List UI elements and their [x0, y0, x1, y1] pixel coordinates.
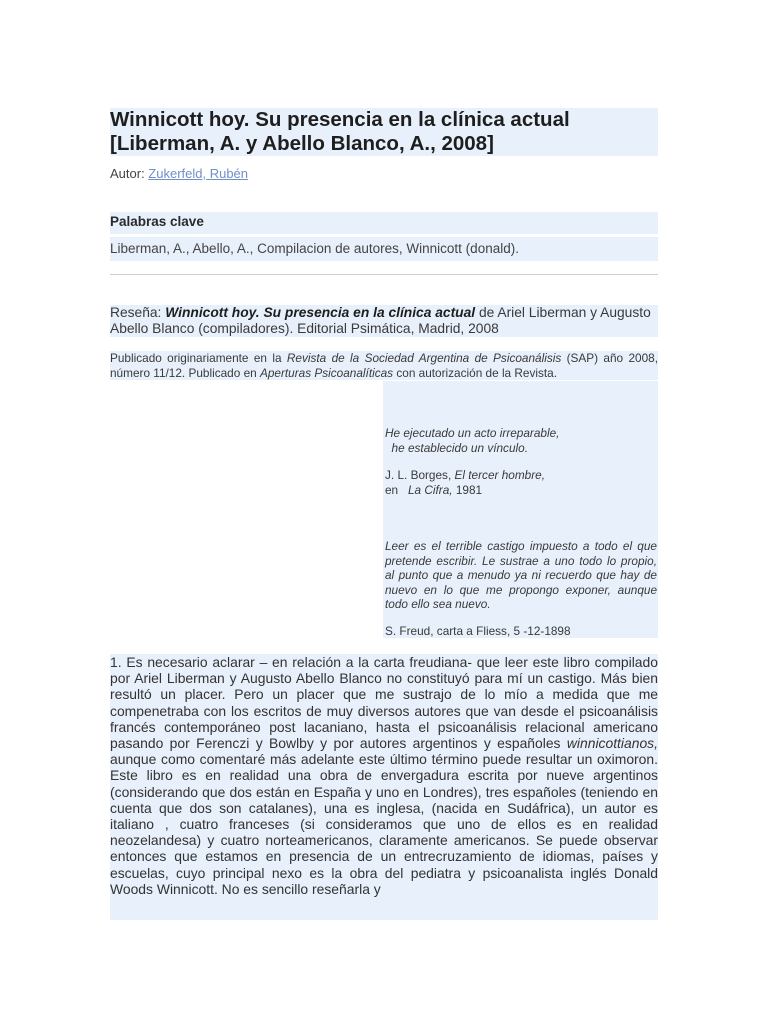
author-label: Autor: — [110, 166, 149, 181]
author-link[interactable]: Zukerfeld, Rubén — [148, 166, 249, 181]
body-term: winnicottianos, — [566, 735, 658, 752]
borges-quote — [385, 426, 657, 455]
pub-text-3: con autorización de la Revista. — [393, 365, 558, 380]
body-text-2: aunque como comentaré más adelante este último término puede resultar un oximoron. Este libro es en realidad una obra de envergadura escrita por nueve argentinos (considerando que dos están en España y uno en Londres), tres españoles (teniendo en cuenta que dos son catalanes), una es inglesa, (nacida en Sudáfrica), un autor es italiano , cuatro franceses (si consideramos que uno de ellos es en realidad neozelandesa) y cuatro norteamericanos, claramente americanos. Se puede observar entonces que estamos en presencia de un entrecruzamiento de idiomas, países y escuelas, cuyo principal nexo es la obra del pediatra y psicoanalista inglés Donald Woods Winnicott. No es sencillo reseñarla y — [110, 751, 658, 897]
pub-site: Aperturas Psicoanalíticas — [259, 365, 394, 380]
review-book-title: Winnicott hoy. Su presencia en la clínica actual — [165, 305, 476, 320]
pub-journal: Revista de la Sociedad Argentina de Psicoanálisis — [286, 351, 562, 365]
keywords-text: Liberman, A., Abello, A., Compilacion de autores, Winnicott (donald). — [110, 237, 658, 261]
review-rest: de Ariel Liberman y Augusto Abello Blanco (compiladores). Editorial Psimática, Madrid, 2008 — [110, 305, 651, 336]
borges-year: 1981 — [452, 482, 483, 497]
body-text-1: 1. Es necesario aclarar – en relación a la carta freudiana- que leer este libro compilado por Ariel Liberman y Augusto Abello Blanco no constituyó para mí un castigo. Más bien resultó un placer. Pero un placer que me sustrajo de lo mío a medida que me compenetraba con los escritos de muy diversos autores que van desde el psicoanálisis francés contemporáneo post lacaniano, hasta el psicoanálisis relacional americano pasando por Ferenczi y Bowlby y por autores argentinos y españoles — [110, 654, 658, 752]
pub-text-1: Publicado originariamente en la — [110, 351, 287, 365]
freud-quote: Leer es el terrible castigo impuesto a todo el que pretende escribir. Le sustrae a uno todo lo propio, al punto que a menudo ya ni recuerdo que hay de nuevo en lo que me propongo exponer, aunque todo ello sea nuevo. — [385, 539, 657, 611]
borges-en: en — [385, 482, 408, 497]
borges-quote-line-1: He ejecutado un acto irreparable, — [385, 426, 560, 440]
publication-note — [110, 351, 658, 380]
review-label: Reseña: — [110, 305, 166, 320]
article-title: Winnicott hoy. Su presencia en la clínica actual [Liberman, A. y Abello Blanco, A., 2008] — [110, 108, 658, 156]
body-paragraph — [110, 654, 658, 920]
author-line — [110, 165, 248, 182]
keywords-heading: Palabras clave — [110, 212, 658, 234]
borges-book: La Cifra, — [407, 482, 453, 497]
pub-text-2: (SAP) año 2008, número 11/12. Publicado en — [110, 351, 658, 380]
freud-attribution: S. Freud, carta a Fliess, 5 -12-1898 — [385, 624, 571, 638]
borges-author: J. L. Borges, — [385, 468, 455, 482]
review-intro — [110, 305, 658, 337]
borges-work: El tercer hombre, — [454, 468, 545, 482]
borges-attribution — [385, 468, 657, 497]
borges-quote-line-2: he establecido un vínculo. — [385, 440, 528, 455]
divider — [110, 274, 658, 275]
